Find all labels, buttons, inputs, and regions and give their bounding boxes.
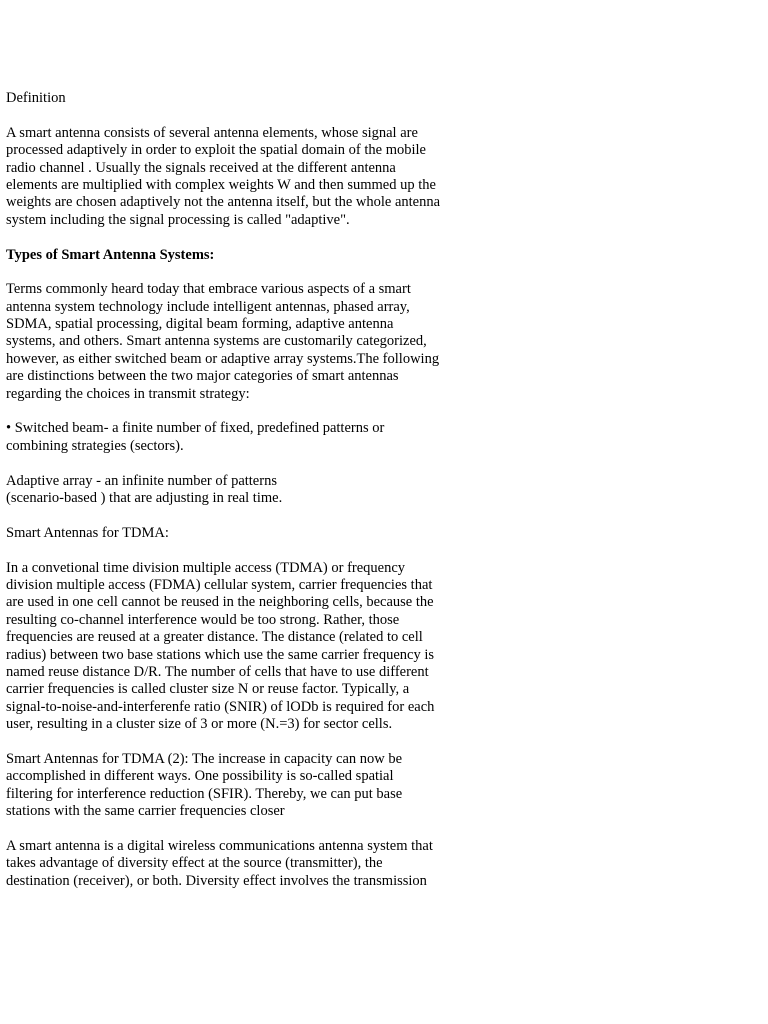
text-line: A smart antenna consists of several antenna elements, whose signal are	[6, 124, 418, 141]
paragraph-tdma	[6, 560, 462, 734]
text-line: named reuse distance D/R. The number of cells that have to use different	[6, 663, 429, 680]
paragraph-types	[6, 281, 462, 403]
text-line: takes advantage of diversity effect at the source (transmitter), the	[6, 855, 383, 872]
text-line: accomplished in different ways. One possibility is so-called spatial	[6, 768, 394, 785]
text-line: Definition	[6, 90, 66, 106]
text-line: signal-to-noise-and-interferenfe ratio (SNIR) of lODb is required for each	[6, 698, 435, 715]
text-line: systems, and others. Smart antenna systems are customarily categorized,	[6, 333, 427, 350]
text-line: elements are multiplied with complex weights W and then summed up the	[6, 176, 436, 193]
text-line: frequencies are reused at a greater distance. The distance (related to cell	[6, 629, 423, 646]
section-heading-tdma	[6, 525, 462, 542]
section-heading-types	[6, 247, 462, 264]
text-line: • Switched beam- a finite number of fixed, predefined patterns or	[6, 420, 385, 437]
text-line: division multiple access (FDMA) cellular system, carrier frequencies that	[6, 576, 433, 593]
text-line: regarding the choices in transmit strategy:	[6, 385, 250, 402]
bullet-switched-beam	[6, 420, 462, 455]
text-line: combining strategies (sectors).	[6, 437, 184, 454]
text-line: radius) between two base stations which use the same carrier frequency is	[6, 646, 434, 663]
text-line: Smart Antennas for TDMA:	[6, 524, 169, 541]
text-line: filtering for interference reduction (SFIR). Thereby, we can put base	[6, 785, 403, 802]
text-line: Smart Antennas for TDMA (2): The increase in capacity can now be	[6, 750, 403, 767]
text-line: Types of Smart Antenna Systems:	[6, 246, 215, 263]
text-line: system including the signal processing is called "adaptive".	[6, 211, 350, 228]
text-line: carrier frequencies is called cluster size N or reuse factor. Typically, a	[6, 681, 410, 698]
text-line: stations with the same carrier frequencies closer	[6, 803, 285, 820]
text-line: resulting co-channel interference would be too strong. Rather, those	[6, 611, 400, 628]
text-line: processed adaptively in order to exploit the spatial domain of the mobile	[6, 142, 426, 159]
text-line: In a convetional time division multiple access (TDMA) or frequency	[6, 559, 406, 576]
text-line: A smart antenna is a digital wireless communications antenna system that	[6, 837, 433, 854]
text-line: weights are chosen adaptively not the antenna itself, but the whole antenna	[6, 194, 441, 211]
text-line: radio channel . Usually the signals received at the different antenna	[6, 159, 396, 176]
text-line: destination (receiver), or both. Diversity effect involves the transmission	[6, 872, 427, 889]
document-body	[6, 90, 462, 907]
text-line: Adaptive array - an infinite number of patterns	[6, 472, 277, 489]
text-line: (scenario-based ) that are adjusting in real time.	[6, 489, 283, 506]
paragraph-smart-antenna-diversity	[6, 838, 462, 890]
section-heading-definition	[6, 90, 462, 107]
text-line: SDMA, spatial processing, digital beam forming, adaptive antenna	[6, 316, 394, 333]
text-line: antenna system technology include intelligent antennas, phased array,	[6, 298, 410, 315]
paragraph-tdma-2	[6, 751, 462, 821]
paragraph-adaptive-array	[6, 473, 462, 508]
text-line: are distinctions between the two major categories of smart antennas	[6, 368, 399, 385]
text-line: are used in one cell cannot be reused in the neighboring cells, because the	[6, 594, 434, 611]
paragraph-definition	[6, 125, 462, 229]
text-line: user, resulting in a cluster size of 3 or more (N.=3) for sector cells.	[6, 716, 393, 733]
text-line: Terms commonly heard today that embrace various aspects of a smart	[6, 281, 411, 298]
text-line: however, as either switched beam or adaptive array systems.The following	[6, 350, 440, 367]
